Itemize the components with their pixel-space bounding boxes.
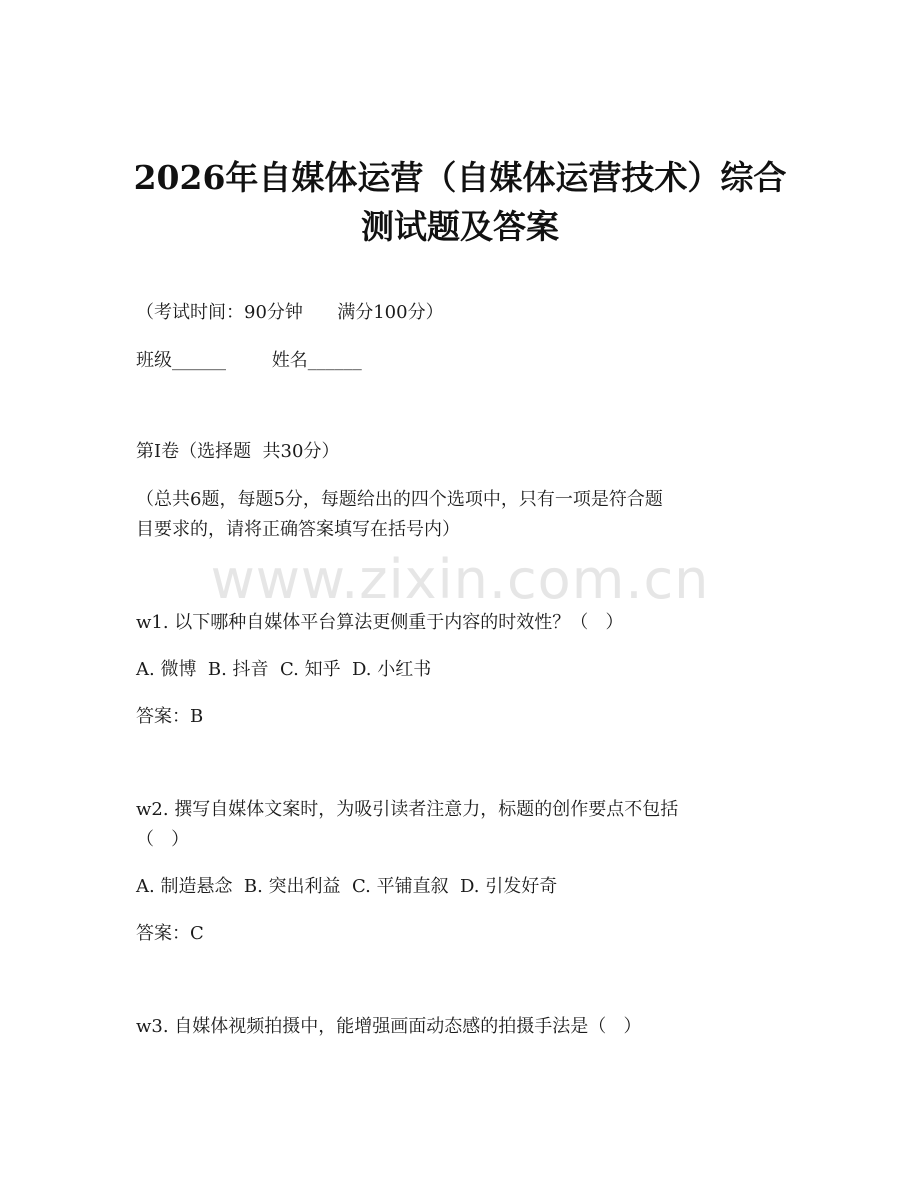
- question-options: A. 微博 B. 抖音 C. 知乎 D. 小红书: [136, 659, 432, 680]
- question-stem: w2. 撰写自媒体文案时，为吸引读者注意力，标题的创作要点不包括: [136, 799, 679, 820]
- question-stem: w3. 自媒体视频拍摄中，能增强画面动态感的拍摄手法是（ ）: [136, 1016, 642, 1037]
- exam-info: （考试时间：90分钟 满分100分）: [136, 302, 444, 323]
- class-name-line: 班级______ 姓名______: [136, 350, 362, 371]
- question-stem-continued: （ ）: [136, 829, 190, 850]
- watermark: www.zixin.com.cn: [210, 548, 710, 611]
- document-title-line-2: 测试题及答案: [361, 207, 559, 246]
- question-options: A. 制造悬念 B. 突出利益 C. 平铺直叙 D. 引发好奇: [136, 876, 558, 897]
- instructions-line-1: （总共6题，每题5分，每题给出的四个选项中，只有一项是符合题: [136, 489, 663, 510]
- question-stem: w1. 以下哪种自媒体平台算法更侧重于内容的时效性？（ ）: [136, 612, 624, 633]
- instructions-line-2: 目要求的，请将正确答案填写在括号内）: [136, 519, 460, 540]
- document-title-line-1: 2026年自媒体运营（自媒体运营技术）综合: [133, 158, 787, 197]
- question-answer: 答案：C: [136, 923, 204, 944]
- section-heading: 第I卷（选择题 共30分）: [136, 441, 340, 462]
- question-answer: 答案：B: [136, 706, 204, 727]
